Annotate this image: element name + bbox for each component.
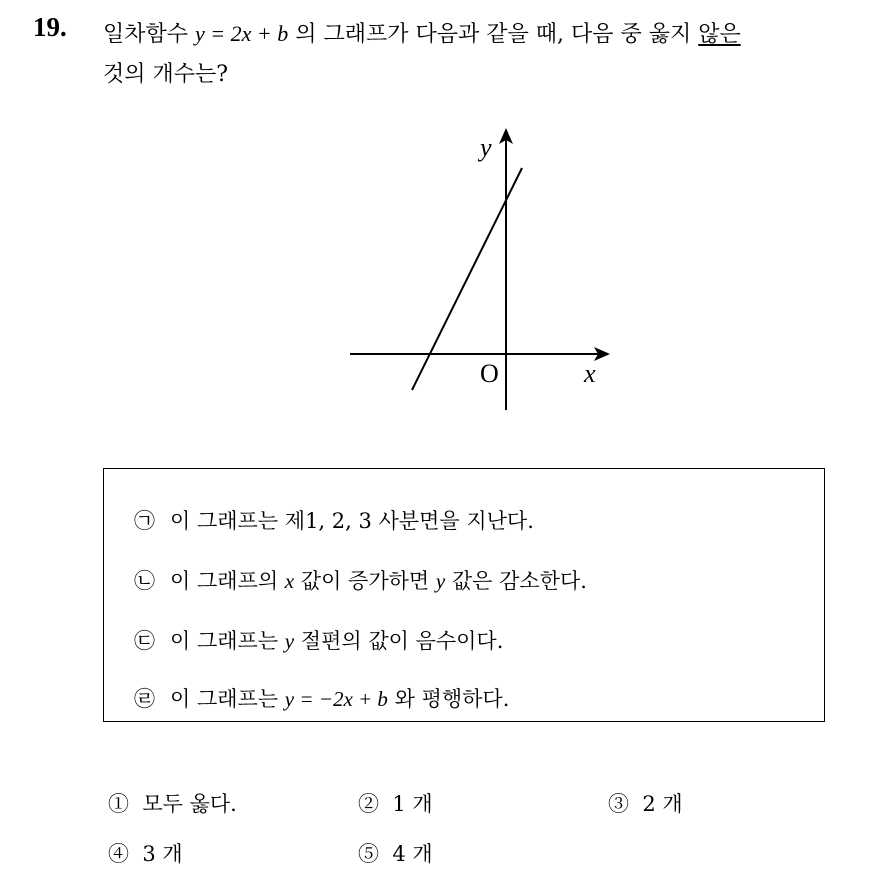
linear-function-graph bbox=[340, 118, 620, 418]
statement-text: 이 그래프는 bbox=[170, 629, 285, 653]
choice-5 bbox=[358, 838, 433, 868]
choice-text: 2 개 bbox=[642, 792, 683, 816]
origin-label: O bbox=[480, 359, 499, 388]
question-text-part: 의 그래프가 다음과 같을 때, 다음 중 옳지 bbox=[288, 22, 699, 47]
y-axis-label: y bbox=[480, 133, 492, 162]
choice-text: 3 개 bbox=[142, 842, 183, 866]
statement-math: x bbox=[284, 569, 295, 593]
choice-1 bbox=[108, 788, 237, 818]
statement-4 bbox=[134, 683, 509, 713]
question-underlined-word: 않은 bbox=[698, 22, 741, 47]
question-line-1 bbox=[103, 14, 873, 55]
statement-marker: ㉣ bbox=[134, 687, 155, 711]
statement-math: y bbox=[284, 629, 295, 653]
statement-text: 값은 감소한다. bbox=[445, 569, 587, 593]
choice-2 bbox=[358, 788, 433, 818]
question-text bbox=[103, 14, 873, 95]
choice-3 bbox=[608, 788, 683, 818]
statement-text: 이 그래프는 제1, 2, 3 사분면을 지난다. bbox=[170, 509, 534, 533]
question-number: 19. bbox=[33, 12, 67, 42]
choice-marker: ② bbox=[358, 792, 379, 816]
statement-text: 이 그래프는 bbox=[170, 687, 285, 711]
statement-1 bbox=[134, 505, 534, 535]
statement-marker: ㉡ bbox=[134, 569, 155, 593]
statement-text: 와 평행하다. bbox=[387, 687, 510, 711]
choice-4 bbox=[108, 838, 183, 868]
statement-text: 절편의 값이 음수이다. bbox=[294, 629, 504, 653]
statement-marker: ㉠ bbox=[134, 509, 155, 533]
x-axis-label: x bbox=[584, 359, 596, 388]
choice-marker: ① bbox=[108, 792, 129, 816]
choice-marker: ④ bbox=[108, 842, 129, 866]
choice-text: 4 개 bbox=[392, 842, 433, 866]
statement-math: y bbox=[435, 569, 446, 593]
statement-text: 이 그래프의 bbox=[170, 569, 285, 593]
statement-text: 값이 증가하면 bbox=[294, 569, 436, 593]
choice-marker: ③ bbox=[608, 792, 629, 816]
statement-3 bbox=[134, 625, 503, 655]
choice-marker: ⑤ bbox=[358, 842, 379, 866]
statement-2 bbox=[134, 565, 587, 595]
choice-text: 1 개 bbox=[392, 792, 433, 816]
statement-math: y = −2x + b bbox=[284, 687, 388, 711]
statement-marker: ㉢ bbox=[134, 629, 155, 653]
question-line-2: 것의 개수는? bbox=[103, 62, 229, 87]
question-text-part: 일차함수 bbox=[103, 22, 196, 47]
choice-text: 모두 옳다. bbox=[142, 792, 237, 816]
statements-box bbox=[103, 468, 825, 722]
question-equation: y = 2x + b bbox=[195, 21, 289, 46]
